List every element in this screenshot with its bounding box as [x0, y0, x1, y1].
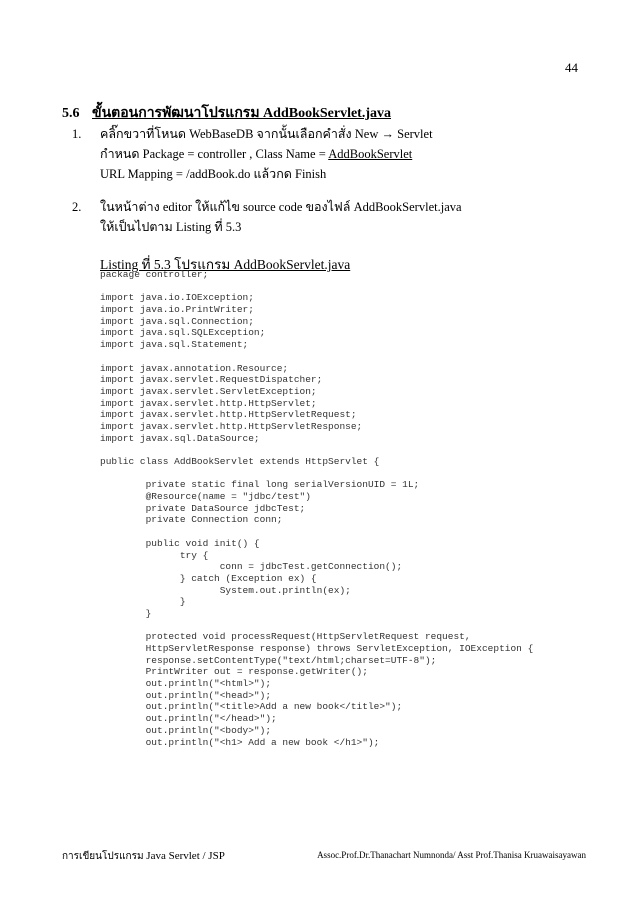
code-line	[100, 620, 533, 632]
section-heading	[62, 102, 391, 124]
code-line: public void init() {	[100, 537, 260, 549]
step-2	[72, 197, 462, 237]
step-text-prefix: กำหนด Package = controller , Class Name =	[100, 147, 329, 161]
code-line: System.out.println(ex);	[100, 584, 351, 596]
code-line: package controller;	[100, 269, 209, 280]
code-line	[100, 468, 533, 480]
step-number: 2.	[72, 200, 82, 214]
code-line: try {	[100, 549, 209, 561]
code-line: import javax.servlet.http.HttpServletRequest;	[100, 409, 357, 421]
code-line: import java.io.IOException;	[100, 292, 254, 304]
footer-left-thai: การเขียนโปรแกรม	[62, 851, 144, 862]
code-line: conn = jdbcTest.getConnection();	[100, 561, 403, 573]
code-line: import javax.servlet.RequestDispatcher;	[100, 374, 323, 386]
code-line: }	[100, 596, 186, 608]
code-line	[100, 526, 533, 538]
code-line	[100, 351, 533, 363]
code-line: @Resource(name = "jdbc/test")	[100, 491, 311, 503]
step-text: ในหน้าต่าง editor ให้แก้ไข source code ของไฟล์ AddBookServlet.java	[100, 200, 462, 214]
footer-left	[62, 849, 225, 864]
code-line	[100, 444, 533, 456]
code-line: import javax.servlet.ServletException;	[100, 385, 317, 397]
step-1	[72, 124, 433, 184]
code-line: private DataSource jdbcTest;	[100, 502, 306, 514]
step-text	[100, 144, 433, 164]
step-number: 1.	[72, 127, 82, 141]
code-line: } catch (Exception ex) {	[100, 572, 317, 584]
code-line: out.println("<body>");	[100, 724, 272, 736]
footer-left-en: Java Servlet / JSP	[146, 850, 225, 862]
class-name-value: AddBookServlet	[328, 147, 413, 161]
code-line	[100, 281, 533, 293]
step-text: ให้เป็นไปตาม Listing ที่ 5.3	[100, 220, 242, 234]
footer-right: Assoc.Prof.Dr.Thanachart Numnonda/ Asst Prof.Thanisa Kruawaisayawan	[317, 850, 586, 860]
code-line: import java.io.PrintWriter;	[100, 304, 254, 316]
code-line: import java.sql.Connection;	[100, 315, 254, 327]
page-number: 44	[565, 60, 578, 75]
code-line: out.println("<title>Add a new book</title>");	[100, 701, 403, 713]
code-line: HttpServletResponse response) throws ServletException, IOException {	[100, 643, 534, 654]
section-title: ขั้นตอนการพัฒนาโปรแกรม AddBookServlet.java	[92, 106, 391, 121]
section-number: 5.6	[62, 106, 80, 121]
step-text: URL Mapping = /addBook.do แล้วกด Finish	[100, 167, 327, 181]
code-line: response.setContentType("text/html;charset=UTF-8");	[100, 654, 437, 666]
code-line: PrintWriter out = response.getWriter();	[100, 666, 368, 678]
step-text: คลิ๊กขวาที่โหนด WebBaseDB จากนั้นเลือกคำสั่ง New → Servlet	[100, 127, 433, 141]
code-line: private Connection conn;	[100, 514, 283, 526]
code-line: out.println("<head>");	[100, 689, 272, 701]
code-line: import java.sql.SQLException;	[100, 327, 266, 339]
code-line: public class AddBookServlet extends HttpServlet {	[100, 456, 380, 467]
code-line: import java.sql.Statement;	[100, 339, 249, 351]
code-line: protected void processRequest(HttpServletRequest request,	[100, 631, 471, 643]
listing-title: Listing ที่ 5.3 โปรแกรม AddBookServlet.java	[100, 257, 351, 272]
code-line: out.println("</head>");	[100, 713, 277, 725]
code-line: out.println("<html>");	[100, 678, 272, 690]
code-line: import javax.sql.DataSource;	[100, 432, 260, 444]
code-listing	[100, 269, 533, 748]
code-line: }	[100, 607, 152, 619]
code-line: import javax.servlet.http.HttpServlet;	[100, 397, 317, 409]
code-line: private static final long serialVersionUID = 1L;	[100, 479, 420, 491]
code-line: import javax.annotation.Resource;	[100, 362, 289, 374]
code-line: import javax.servlet.http.HttpServletResponse;	[100, 420, 363, 432]
code-line: out.println("<h1> Add a new book </h1>");	[100, 736, 380, 748]
